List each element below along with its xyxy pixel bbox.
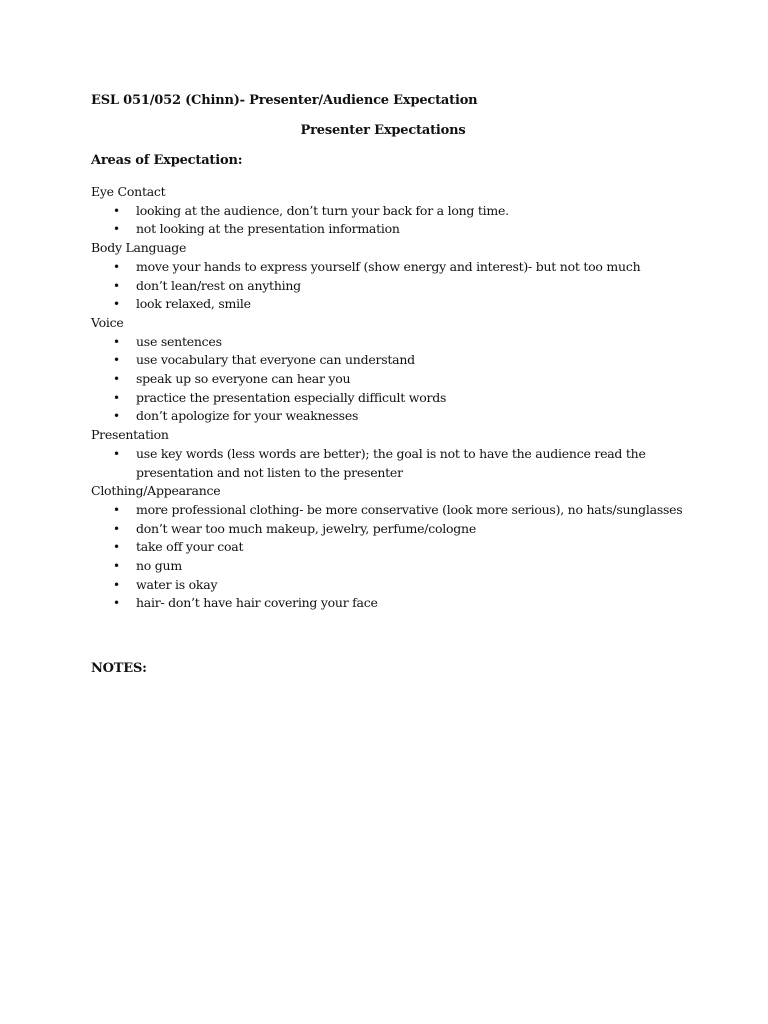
list-item bbox=[91, 258, 691, 277]
list-item bbox=[91, 202, 691, 221]
list-item bbox=[91, 576, 691, 595]
bullet-list bbox=[91, 445, 691, 482]
bullet-icon: • bbox=[113, 297, 120, 312]
list-item bbox=[91, 370, 691, 389]
list-item-text: use vocabulary that everyone can understand bbox=[136, 352, 415, 368]
list-item bbox=[91, 557, 691, 576]
list-item bbox=[91, 445, 691, 482]
bullet-list bbox=[91, 333, 691, 427]
bullet-icon: • bbox=[113, 446, 120, 461]
list-item bbox=[91, 351, 691, 370]
bullet-list bbox=[91, 501, 691, 613]
bullet-list bbox=[91, 258, 691, 314]
list-item-text: speak up so everyone can hear you bbox=[136, 371, 351, 387]
document-title: ESL 051/052 (Chinn)- Presenter/Audience Expectation bbox=[91, 93, 478, 108]
bullet-icon: • bbox=[113, 559, 120, 574]
bullet-icon: • bbox=[113, 502, 120, 517]
bullet-icon: • bbox=[113, 540, 120, 555]
category-name: Eye Contact bbox=[91, 184, 166, 199]
category-clothing-appearance bbox=[91, 482, 691, 613]
list-item-text: practice the presentation especially difficult words bbox=[136, 389, 447, 405]
list-item bbox=[91, 333, 691, 352]
bullet-icon: • bbox=[113, 278, 120, 293]
category-eye-contact bbox=[91, 183, 691, 239]
category-name: Clothing/Appearance bbox=[91, 483, 221, 499]
bullet-icon: • bbox=[113, 222, 120, 237]
category-name: Voice bbox=[91, 314, 124, 330]
notes-label: NOTES: bbox=[91, 661, 147, 676]
category-voice bbox=[91, 314, 691, 426]
bullet-icon: • bbox=[113, 409, 120, 424]
category-name: Presentation bbox=[91, 427, 169, 443]
section-title-text: Presenter Expectations bbox=[300, 123, 466, 138]
bullet-icon: • bbox=[113, 259, 120, 274]
list-item-text: don’t lean/rest on anything bbox=[136, 277, 301, 293]
list-item-text: looking at the audience, don’t turn your back for a long time. bbox=[136, 202, 509, 218]
bullet-list bbox=[91, 202, 691, 239]
list-item-text: don’t apologize for your weaknesses bbox=[136, 408, 359, 424]
category-name: Body Language bbox=[91, 240, 187, 256]
bullet-icon: • bbox=[113, 596, 120, 611]
list-item-text: look relaxed, smile bbox=[136, 296, 251, 312]
list-item-text: use key words (less words are better); the goal is not to have the audience read the presentation and not listen to the presenter bbox=[136, 445, 646, 480]
list-item-text: use sentences bbox=[136, 333, 222, 349]
list-item bbox=[91, 538, 691, 557]
list-item-text: don’t wear too much makeup, jewelry, perfume/cologne bbox=[136, 520, 477, 536]
list-item-text: hair- don’t have hair covering your face bbox=[136, 595, 378, 611]
bullet-icon: • bbox=[113, 521, 120, 536]
list-item-text: take off your coat bbox=[136, 539, 244, 555]
category-presentation bbox=[91, 426, 691, 482]
bullet-icon: • bbox=[113, 390, 120, 405]
areas-heading: Areas of Expectation: bbox=[91, 153, 243, 168]
list-item bbox=[91, 389, 691, 408]
section-title bbox=[0, 123, 768, 138]
list-item bbox=[91, 594, 691, 613]
list-item bbox=[91, 220, 691, 239]
expectation-categories bbox=[91, 183, 691, 613]
list-item bbox=[91, 295, 691, 314]
list-item-text: move your hands to express yourself (show energy and interest)- but not too much bbox=[136, 258, 641, 274]
list-item bbox=[91, 407, 691, 426]
list-item bbox=[91, 501, 691, 520]
bullet-icon: • bbox=[113, 577, 120, 592]
list-item-text: not looking at the presentation information bbox=[136, 221, 400, 237]
list-item-text: no gum bbox=[136, 558, 182, 574]
bullet-icon: • bbox=[113, 203, 120, 218]
list-item-text: water is okay bbox=[136, 576, 218, 592]
bullet-icon: • bbox=[113, 372, 120, 387]
bullet-icon: • bbox=[113, 353, 120, 368]
list-item bbox=[91, 277, 691, 296]
category-body-language bbox=[91, 239, 691, 314]
bullet-icon: • bbox=[113, 334, 120, 349]
list-item bbox=[91, 520, 691, 539]
list-item-text: more professional clothing- be more conservative (look more serious), no hats/sunglasses bbox=[136, 501, 683, 517]
